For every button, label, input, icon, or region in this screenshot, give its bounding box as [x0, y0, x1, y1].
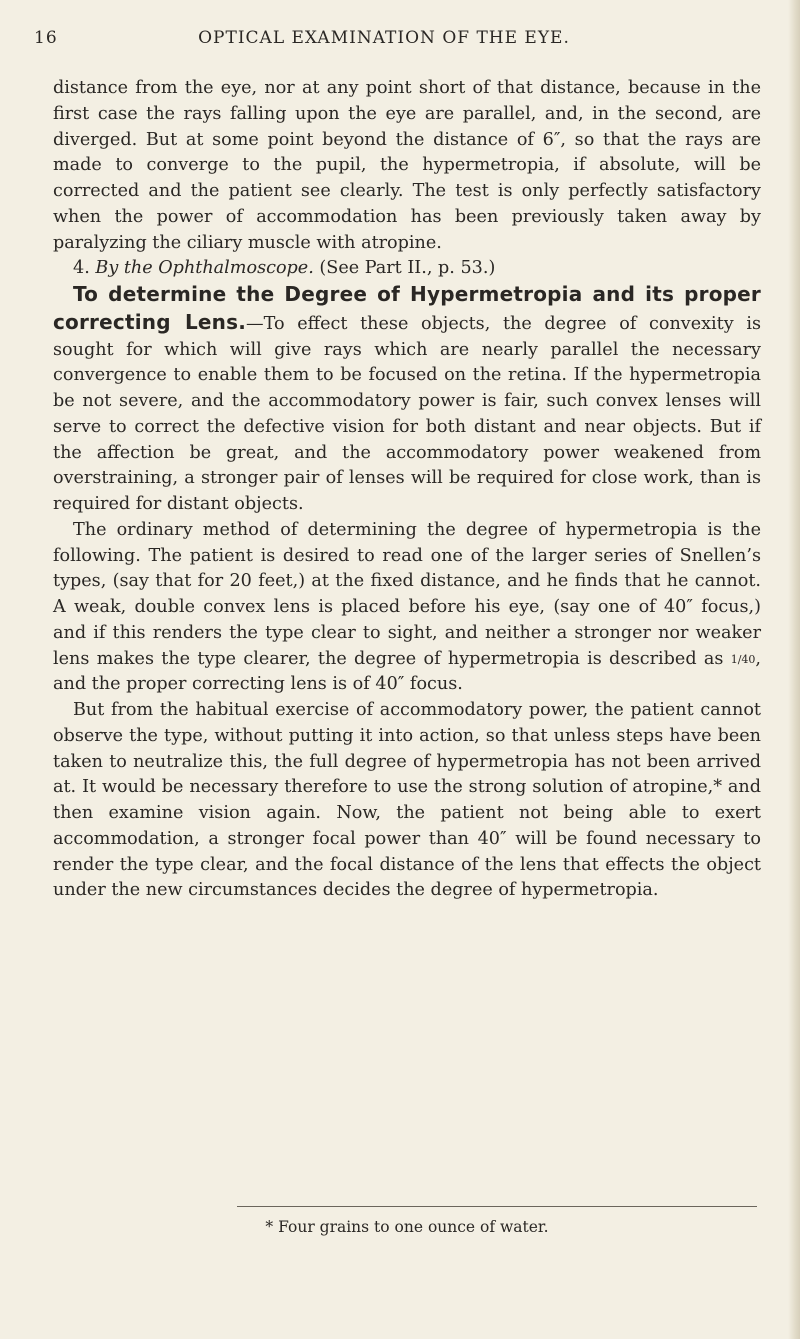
paragraph-continuation: distance from the eye, nor at any point short of that distance, because in the first case the rays falling upon the eye are parallel, and, in the second, are diverged. But at some point beyond the distance of 6″, so that the rays are made to converge to the pupil, the hypermetropia, if absolute, will be corrected and the patient see clearly. The test is only perfectly satisfactory when the power of accommodation has been previously taken away by paralyzing the ciliary muscle with atropine.	[53, 78, 761, 253]
method-text-b: , and the proper correcting lens is of 40″ focus.	[53, 648, 762, 695]
paragraph-degree	[53, 282, 761, 518]
paragraph-atropine: But from the habitual exercise of accommodatory power, the patient cannot observe the type, without putting it into action, so that unless steps have been taken to neutralize this, the full degree of hypermetropia has not been arrived at. It would be necessary therefore to use the strong solution of atropine,* and then examine vision again. Now, the patient not being able to exert accommodation, a stronger focal power than 40″ will be found necessary to render the type clear, and the focal distance of the lens that effects the object under the new circumstances decides the degree of hypermetropia.	[53, 700, 761, 901]
running-title: OPTICAL EXAMINATION OF THE EYE.	[198, 28, 570, 48]
item-reference: (See Part II., p. 53.)	[319, 258, 496, 279]
method-text-a: The ordinary method of determining the degree of hypermetropia is the following. The patient is desired to read one of the larger series of Snellen’s types, (say that for 20 feet,) at the fixed distance, and he finds that he cannot. A weak, double convex lens is placed before his eye, (say one of 40″ focus,) and if this renders the type clear to sight, and neither a stronger nor weaker lens makes the type clearer, the degree of hypermetropia is described as	[53, 519, 761, 669]
item-title: By the Ophthalmoscope.	[95, 258, 314, 279]
page-edge	[788, 0, 800, 1339]
item-number: 4.	[73, 258, 90, 279]
paragraph-method	[53, 518, 761, 698]
section-text: —To effect these objects, the degree of convexity is sought for which will give rays which are nearly parallel the necessary convergence to enable them to be focused on the retina. If the hypermetropia be not severe, and the accommodatory power is fair, such convex lenses will serve to correct the defective vision for both distant and near objects. But if the affection be great, and the accommodatory power weakened from overstraining, a stronger pair of lenses will be required for close work, than is required for distant objects.	[53, 313, 761, 514]
section-heading: To determine the Degree of Hypermetropia and its proper correcting Lens.	[53, 282, 761, 334]
running-header	[34, 28, 734, 52]
footnote: * Four grains to one ounce of water.	[265, 1218, 549, 1236]
page-number: 16	[34, 28, 58, 48]
footnote-rule	[237, 1206, 757, 1207]
fraction: 1/40	[730, 652, 756, 666]
paragraph-ophthalmoscope	[53, 256, 761, 282]
body-text	[53, 76, 761, 904]
